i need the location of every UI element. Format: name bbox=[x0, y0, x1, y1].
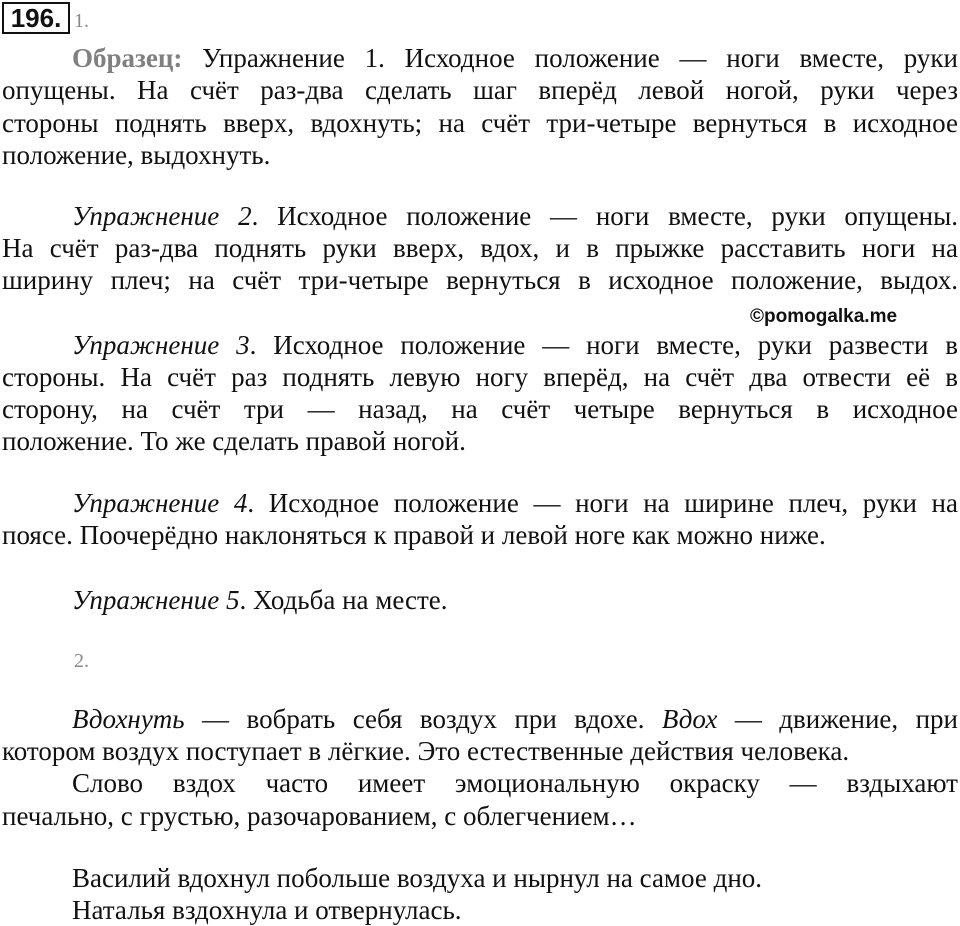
term-vdokhnut: Вдохнуть bbox=[72, 704, 185, 734]
exercise-5-label: Упражнение 5 bbox=[72, 585, 240, 615]
sample-label: Образец: bbox=[72, 43, 183, 73]
part-2-para-1-line-2: котором воздух поступает в лёгкие. Это естественные действия человека. bbox=[2, 736, 850, 766]
exercise-2-line-3: ширину плеч; на счёт три-четыре вернуться в исходное положение, выдох. bbox=[2, 265, 958, 295]
exercise-2-label: Упражнение 2 bbox=[72, 201, 252, 231]
exercise-2-line-2: На счёт раз-два поднять руки вверх, вдох, и в прыжке расставить ноги на bbox=[2, 233, 958, 263]
exercise-3-line-1 bbox=[72, 329, 958, 361]
exercise-4-line-2: поясе. Поочерёдно наклоняться к правой и левой ноге как можно ниже. bbox=[2, 520, 826, 550]
part-2-para-1-end: — движение, при bbox=[717, 704, 959, 734]
task-number: 196. bbox=[2, 2, 70, 34]
part-2-marker: 2. bbox=[74, 650, 89, 672]
exercise-3-line-3: сторону, на счёт три — назад, на счёт четыре вернуться в исходное bbox=[2, 394, 958, 424]
exercise-3-line-4: положение. То же сделать правой ногой. bbox=[2, 426, 466, 456]
part-1-marker: 1. bbox=[74, 10, 89, 32]
exercise-3-line-2: стороны. На счёт раз поднять левую ногу вперёд, на счёт два отвести её в bbox=[2, 362, 958, 392]
sample-line-1-text: Упражнение 1. Исходное положение — ноги вместе, руки bbox=[202, 43, 958, 73]
term-vdokh: Вдох bbox=[661, 704, 718, 734]
sample-line-3: стороны поднять вверх, вдохнуть; на счёт три-четыре вернуться в исходное bbox=[2, 108, 958, 138]
exercise-2-line-1-text: . Исходное положение — ноги вместе, руки опущены. bbox=[251, 201, 958, 231]
example-sentence-2: Наталья вздохнула и отвернулась. bbox=[72, 895, 462, 925]
part-2-para-2-line-2: печально, с грустью, разочарованием, с облегчением… bbox=[2, 801, 637, 831]
sample-line-4: положение, выдохнуть. bbox=[2, 140, 271, 170]
sample-line-1 bbox=[72, 42, 958, 74]
exercise-3-label: Упражнение 3 bbox=[72, 330, 250, 360]
part-2-para-1-line-1 bbox=[72, 703, 958, 735]
exercise-4-line-1-text: . Исходное положение — ноги на ширине плеч, руки на bbox=[247, 488, 958, 518]
part-2-para-2-line-1: Слово вздох часто имеет эмоциональную окраску — вздыхают bbox=[72, 768, 958, 798]
exercise-4-line-1 bbox=[72, 487, 958, 519]
example-sentence-1: Василий вдохнул побольше воздуха и нырнул на самое дно. bbox=[72, 863, 763, 893]
watermark: ©pomogalka.me bbox=[750, 306, 898, 327]
exercise-4-label: Упражнение 4 bbox=[72, 488, 248, 518]
exercise-5-line-1 bbox=[72, 584, 958, 616]
exercise-5-line-1-text: . Ходьба на месте. bbox=[239, 585, 448, 615]
exercise-2-line-1 bbox=[72, 200, 958, 232]
sample-line-2: опущены. На счёт раз-два сделать шаг вперёд левой ногой, руки через bbox=[2, 75, 958, 105]
exercise-3-line-1-text: . Исходное положение — ноги вместе, руки развести в bbox=[249, 330, 958, 360]
part-2-para-1-mid: — вобрать себя воздух при вдохе. bbox=[184, 704, 662, 734]
